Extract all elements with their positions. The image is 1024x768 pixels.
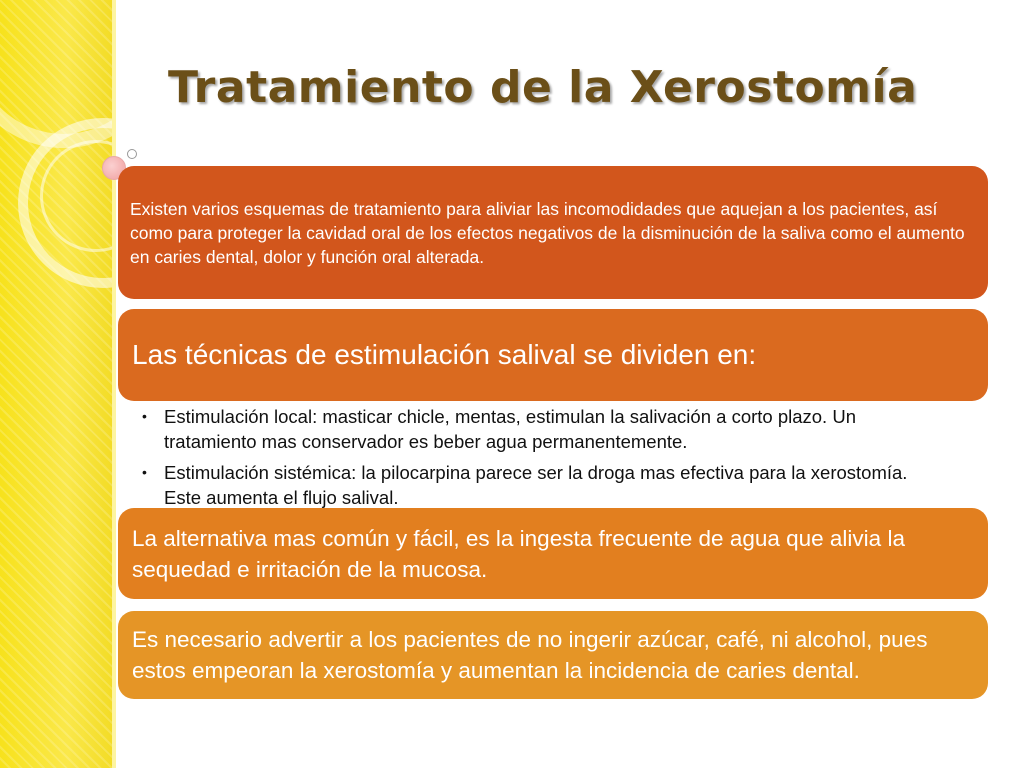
list-item-text: Estimulación sistémica: la pilocarpina parece ser la droga mas efectiva para la xerostomía. Este aumenta el flujo salival. xyxy=(164,462,908,508)
slide-title: Tratamiento de la Xerostomía xyxy=(168,62,918,113)
list-item-text: Estimulación local: masticar chicle, mentas, estimulan la salivación a corto plazo. Un tratamiento mas conservador es beber agua permanentemente. xyxy=(164,406,856,452)
techniques-list xyxy=(140,404,940,516)
warning-text: Es necesario advertir a los pacientes de no ingerir azúcar, café, ni alcohol, pues estos empeoran la xerostomía y aumentan la incidencia de caries dental. xyxy=(132,627,928,683)
list-item xyxy=(140,404,940,454)
intro-text: Existen varios esquemas de tratamiento para aliviar las incomodidades que aquejan a los pacientes, así como para proteger la cavidad oral de los efectos negativos de la disminución de la saliva como el aumento en caries dental, dolor y función oral alterada. xyxy=(130,198,965,267)
side-band-edge xyxy=(112,0,116,768)
techniques-box xyxy=(118,309,988,401)
bullet-icon: • xyxy=(142,464,147,480)
intro-box xyxy=(118,166,988,299)
techniques-heading: Las técnicas de estimulación salival se dividen en: xyxy=(132,339,757,370)
alternative-box xyxy=(118,508,988,599)
bullet-icon: • xyxy=(142,408,147,424)
decorative-side-band xyxy=(0,0,112,768)
alternative-text: La alternativa mas común y fácil, es la ingesta frecuente de agua que alivia la sequedad e irritación de la mucosa. xyxy=(132,525,905,582)
list-item xyxy=(140,460,940,510)
warning-box xyxy=(118,611,988,699)
decorative-circle-small xyxy=(127,149,137,159)
